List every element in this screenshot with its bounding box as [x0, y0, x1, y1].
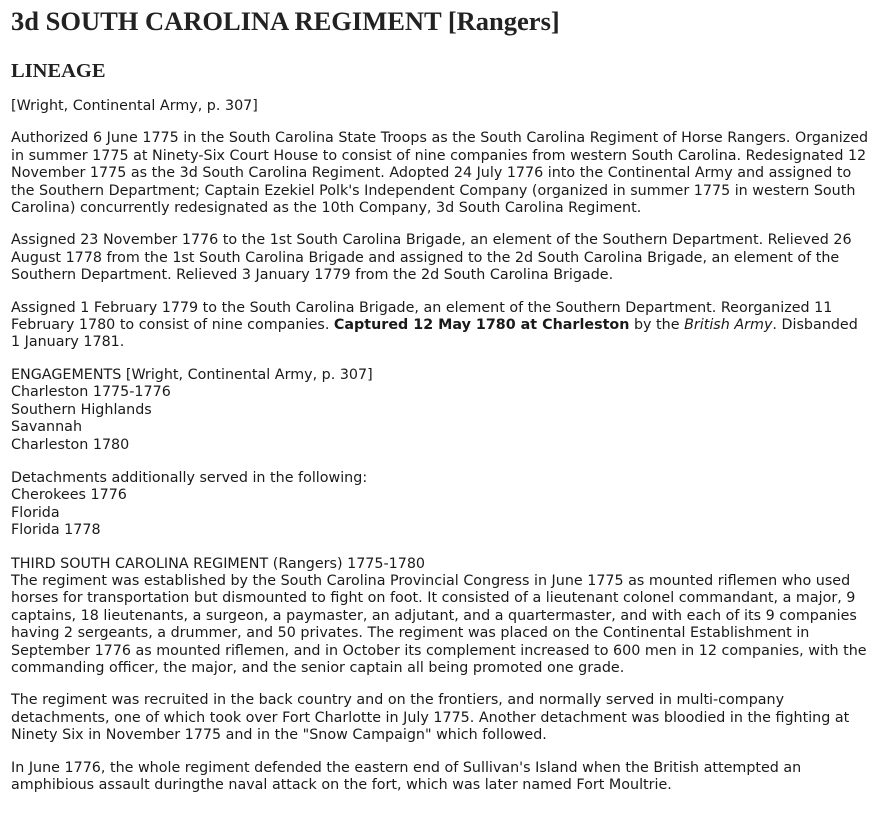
history-heading: THIRD SOUTH CAROLINA REGIMENT (Rangers) 1775-1780 — [11, 555, 426, 572]
captured-emphasis: Captured 12 May 1780 at Charleston — [333, 317, 630, 334]
page-title: 3d SOUTH CAROLINA REGIMENT [Rangers] — [11, 6, 560, 36]
document-page — [11, 0, 871, 794]
engagement-item: Charleston 1775-1776 — [11, 384, 171, 401]
engagement-item: Charleston 1780 — [11, 436, 130, 453]
detachments-section — [11, 470, 871, 540]
detachment-item: Florida — [11, 504, 60, 521]
engagements-section — [11, 367, 871, 454]
history-paragraph-1: The regiment was established by the South Carolina Provincial Congress in June 1775 as mounted riflemen who used horses for transportation but dismounted to fight on foot. It consisted of a lieutenant colonel commandant, a major, 9 captains, 18 lieutenants, a surgeon, a paymaster, an adjutant, and a quartermaster, and with each of its 9 companies having 2 sergeants, a drummer, and 50 privates. The regiment was placed on the Continental Establishment in September 1776 as mounted riflemen, and in October its complement increased to 600 men in 12 companies, with the commanding officer, the major, and the senior captain all being promoted one grade. — [11, 572, 867, 676]
paragraph3-text-b: by the — [629, 317, 685, 334]
lineage-paragraph-2: Assigned 23 November 1776 to the 1st South Carolina Brigade, an element of the Southern Department. Relieved 26 August 1778 from the 1st South Carolina Brigade and assigned to the 2d South Carolina Brigade, an element of the Southern Department. Relieved 3 January 1779 from the 2d South Carolina Brigade. — [11, 232, 852, 284]
detachment-item: Cherokees 1776 — [11, 487, 127, 504]
engagements-heading: ENGAGEMENTS [Wright, Continental Army, p. 307] — [11, 366, 373, 383]
engagement-item: Savannah — [11, 419, 83, 436]
engagement-item: Southern Highlands — [11, 401, 152, 418]
british-army-emphasis: British Army — [684, 317, 773, 334]
lineage-heading: LINEAGE — [11, 60, 106, 82]
lineage-citation: [Wright, Continental Army, p. 307] — [11, 98, 258, 114]
lineage-paragraph-1: Authorized 6 June 1775 in the South Carolina State Troops as the South Carolina Regiment of Horse Rangers. Organized in summer 1775 at Ninety-Six Court House to consist of nine companies from western South Carolina. Redesignated 12 November 1775 as the 3d South Carolina Regiment. Adopted 24 July 1776 into the Continental Army and assigned to the Southern Department; Captain Ezekiel Polk's Independent Company (organized in summer 1775 in western South Carolina) concurrently redesignated as the 10th Company, 3d South Carolina Regiment. — [11, 130, 869, 217]
detachments-heading: Detachments additionally served in the following: — [11, 469, 368, 486]
detachment-item: Florida 1778 — [11, 522, 101, 539]
paragraph3-text-c: . Disbanded 1 January 1781. — [11, 317, 858, 351]
history-section — [11, 556, 871, 795]
history-paragraph-2: The regiment was recruited in the back country and on the frontiers, and normally served in multi-company detachments, one of which took over Fort Charlotte in July 1775. Another detachment was bloodied in the fighting at Ninety Six in November 1775 and in the "Snow Campaign" which followed. — [11, 692, 850, 744]
paragraph3-text-a: Assigned 1 February 1779 to the South Carolina Brigade, an element of the Southern Department. Reorganized 11 February 1780 to consist of nine companies. — [11, 299, 833, 334]
history-paragraph-3: In June 1776, the whole regiment defended the eastern end of Sullivan's Island when the British attempted an amphibious assault duringthe naval attack on the fort, which was later named Fort Moultrie. — [11, 759, 802, 793]
lineage-paragraph-3 — [11, 300, 871, 352]
